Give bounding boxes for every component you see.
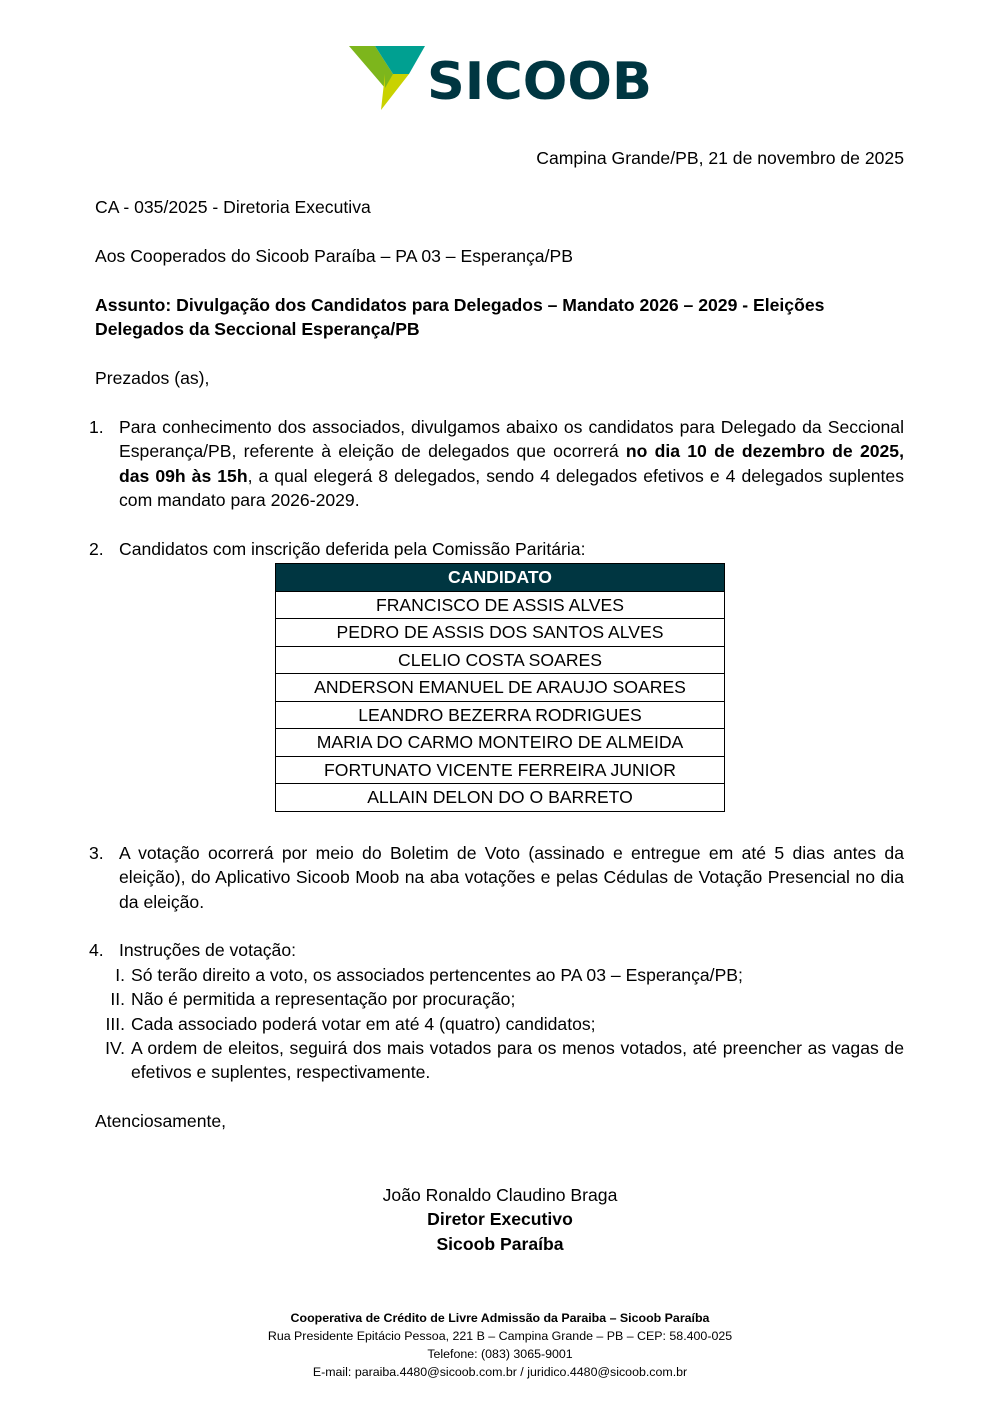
table-cell: PEDRO DE ASSIS DOS SANTOS ALVES (276, 619, 725, 647)
table-cell: FORTUNATO VICENTE FERREIRA JUNIOR (276, 756, 725, 784)
subject (95, 293, 824, 342)
footer-line-2: Rua Presidente Epitácio Pessoa, 221 B – Campina Grande – PB – CEP: 58.400-025 (267, 1329, 733, 1343)
item-1-bold: no dia 10 de dezembro de 2025, das 09h às 15h (119, 441, 904, 486)
table-cell: ANDERSON EMANUEL DE ARAUJO SOARES (276, 674, 725, 702)
table-row (276, 784, 725, 812)
closing: Atenciosamente, (95, 1111, 227, 1131)
table-cell: MARIA DO CARMO MONTEIRO DE ALMEIDA (276, 729, 725, 757)
instruction-number: IV. (105, 1038, 125, 1058)
item-number: 4. (89, 940, 104, 960)
reference: CA - 035/2025 - Diretoria Executiva (95, 197, 371, 217)
item-number: 1. (89, 417, 104, 437)
instruction-text: A ordem de eleitos, seguirá dos mais votados para os menos votados, até preencher as vagas de efetivos e suplentes, respectivamente. (131, 1038, 904, 1083)
sicoob-logo (347, 44, 657, 117)
item-4-text: Instruções de votação: (119, 940, 297, 960)
footer-line-1: Cooperativa de Crédito de Livre Admissão da Paraiba – Sicoob Paraíba (290, 1311, 710, 1325)
table-cell: CLELIO COSTA SOARES (276, 646, 725, 674)
table-header: CANDIDATO (276, 564, 725, 592)
instruction-number: III. (105, 1014, 125, 1034)
table-row (276, 591, 725, 619)
item-number: 3. (89, 843, 104, 863)
subject-line-1: Assunto: Divulgação dos Candidatos para Delegados – Mandato 2026 – 2029 - Eleições (95, 295, 825, 315)
signer-name: João Ronaldo Claudino Braga (382, 1185, 618, 1205)
instruction-number: II. (110, 989, 125, 1009)
instruction-text: Só terão direito a voto, os associados pertencentes ao PA 03 – Esperança/PB; (131, 965, 743, 985)
item-number: 2. (89, 539, 104, 559)
subject-line-2: Delegados da Seccional Esperança/PB (95, 319, 420, 340)
table-row (276, 756, 725, 784)
table-row (276, 674, 725, 702)
footer-line-4: E-mail: paraiba.4480@sicoob.com.br / juridico.4480@sicoob.com.br (312, 1365, 688, 1379)
recipient: Aos Cooperados do Sicoob Paraíba – PA 03 – Esperança/PB (95, 246, 573, 266)
item-3-text: A votação ocorrerá por meio do Boletim de Voto (assinado e entregue em até 5 dias antes da eleição), do Aplicativo Sicoob Moob na aba votações e pelas Cédulas de Votação Presencial no dia da eleição. (119, 843, 904, 912)
item-2-text: Candidatos com inscrição deferida pela Comissão Paritária: (119, 539, 586, 559)
footer (0, 1309, 1000, 1381)
table-cell: FRANCISCO DE ASSIS ALVES (276, 591, 725, 619)
footer-line-3: Telefone: (083) 3065-9001 (427, 1347, 573, 1361)
instruction-number: I. (115, 965, 125, 985)
item-1-text-a: Para conhecimento dos associados, divulgamos abaixo os candidatos para Delegado da Seccional Esperança/PB, referente à eleição de delegados que ocorrerá (119, 417, 904, 462)
instruction-text: Cada associado poderá votar em até 4 (quatro) candidatos; (131, 1014, 596, 1034)
table-cell: ALLAIN DELON DO O BARRETO (276, 784, 725, 812)
candidates-table (275, 563, 725, 812)
table-row (276, 619, 725, 647)
table-row (276, 729, 725, 757)
signature (0, 1183, 1000, 1256)
table-cell: LEANDRO BEZERRA RODRIGUES (276, 701, 725, 729)
table-row (276, 701, 725, 729)
table-row (276, 646, 725, 674)
item-1-text-b: , a qual elegerá 8 delegados, sendo 4 delegados efetivos e 4 delegados suplentes com mandato para 2026-2029. (119, 465, 905, 511)
instruction-text: Não é permitida a representação por procuração; (131, 989, 516, 1009)
svg-text:SICOOB: SICOOB (427, 52, 652, 112)
item-1-text (119, 415, 904, 513)
place-date: Campina Grande/PB, 21 de novembro de 2025 (536, 148, 904, 168)
greeting: Prezados (as), (95, 368, 210, 388)
signer-org: Sicoob Paraíba (436, 1233, 564, 1254)
signer-title: Diretor Executivo (427, 1209, 573, 1230)
